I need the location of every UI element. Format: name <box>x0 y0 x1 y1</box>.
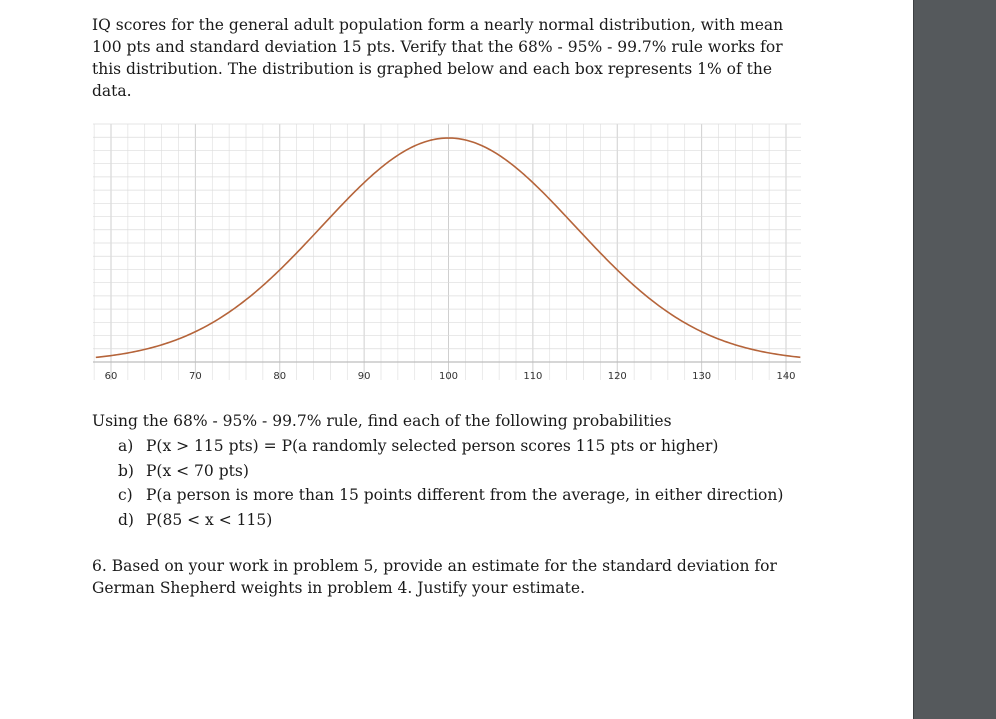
question-a <box>118 434 783 459</box>
question-d <box>118 508 783 533</box>
question-text: P(a person is more than 15 points different from the average, in either direction) <box>146 486 784 504</box>
x-tick-label: 70 <box>189 371 202 382</box>
rule-prompt: Using the 68% - 95% - 99.7% rule, find each of the following probabilities <box>92 412 672 430</box>
viewer-scroll-gutter[interactable] <box>913 0 996 719</box>
x-tick-label: 130 <box>692 371 712 382</box>
question-list <box>118 434 783 532</box>
question-text: P(85 < x < 115) <box>146 510 273 529</box>
gutter-edge <box>913 0 914 719</box>
question-label: c) <box>118 486 133 504</box>
normal-distribution-chart <box>89 122 804 387</box>
question-label: d) <box>118 510 134 529</box>
problem-6-paragraph: 6. Based on your work in problem 5, provide an estimate for the standard deviation for German Shepherd weights in problem 4. Justify your estimate. <box>92 557 777 597</box>
question-label: a) <box>118 437 134 455</box>
question-text: P(x < 70 pts) <box>146 461 249 480</box>
question-label: b) <box>118 461 134 480</box>
x-tick-label: 100 <box>438 371 459 382</box>
intro-paragraph: IQ scores for the general adult population form a nearly normal distribution, with mean 100 pts and standard deviation 15 pts. Verify that the 68% - 95% - 99.7% rule works for this distribution. The distribution is graphed below and each box represents 1% of the data. <box>92 16 784 100</box>
x-tick-label: 110 <box>523 371 543 382</box>
question-text: P(x > 115 pts) = P(a randomly selected person scores 115 pts or higher) <box>146 437 719 455</box>
question-b <box>118 459 783 484</box>
question-c <box>118 483 783 508</box>
x-tick-label: 140 <box>776 371 796 382</box>
x-tick-label: 60 <box>104 371 118 382</box>
x-axis-ticks <box>105 371 796 382</box>
x-tick-label: 90 <box>357 371 371 382</box>
x-tick-label: 120 <box>607 371 627 382</box>
chart-grid <box>89 124 801 380</box>
x-tick-label: 80 <box>273 371 287 382</box>
